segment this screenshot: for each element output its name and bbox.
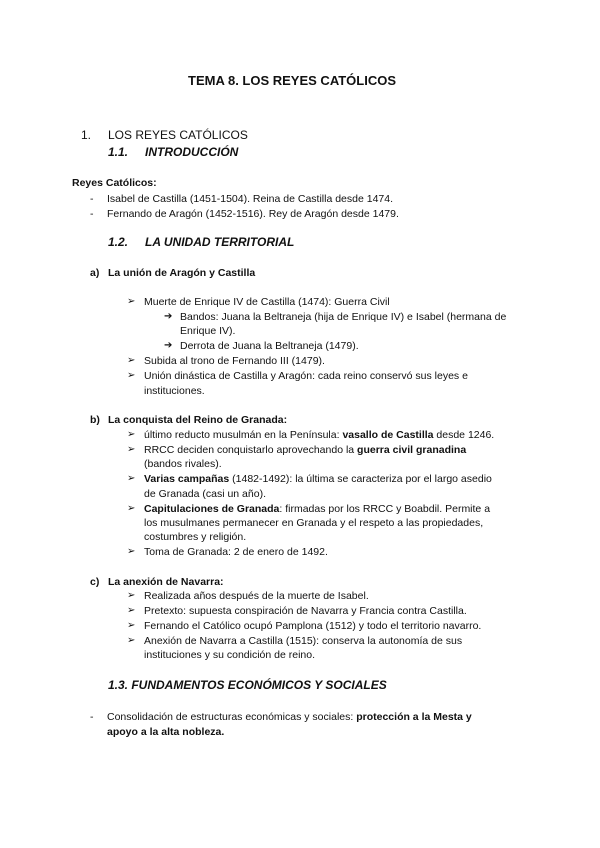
fundamentos-bold-1: protección a la Mesta y (356, 711, 472, 723)
arrowhead-bullet-icon: ➢ (127, 590, 136, 601)
arrowhead-bullet-icon: ➢ (127, 473, 136, 484)
fundamentos-line-2: apoyo a la alta nobleza. (107, 726, 225, 738)
dash-marker: - (90, 208, 94, 220)
a-bullet-3: Unión dinástica de Castilla y Aragón: cada reino conservó sus leyes e (144, 370, 468, 382)
b-bullet-2-bold: guerra civil granadina (357, 444, 467, 456)
arrowhead-bullet-icon: ➢ (127, 620, 136, 631)
b-bullet-1-post: desde 1246. (433, 429, 495, 441)
b-bullet-2 (144, 444, 466, 457)
arrow-bullet-icon: ➔ (164, 340, 173, 351)
dash-marker: - (90, 711, 94, 723)
c-bullet-4-cont: instituciones y su condición de reino. (144, 649, 316, 661)
section-1-2-title: LA UNIDAD TERRITORIAL (145, 235, 295, 249)
a-bullet-1: Muerte de Enrique IV de Castilla (1474): Guerra Civil (144, 296, 390, 308)
page-title: TEMA 8. LOS REYES CATÓLICOS (188, 73, 397, 88)
arrowhead-bullet-icon: ➢ (127, 296, 136, 307)
arrowhead-bullet-icon: ➢ (127, 546, 136, 557)
c-bullet-4: Anexión de Navarra a Castilla (1515): conserva la autonomía de sus (144, 635, 463, 647)
b-bullet-2-pre: RRCC deciden conquistarlo aprovechando la (144, 444, 358, 456)
reyes-item-isabel: Isabel de Castilla (1451-1504). Reina de Castilla desde 1474. (107, 193, 394, 205)
arrowhead-bullet-icon: ➢ (127, 635, 136, 646)
b-bullet-4-bold: Capitulaciones de Granada (144, 503, 280, 515)
section-1-number: 1. (81, 128, 92, 142)
subsection-b-label: b) (90, 414, 100, 426)
a-sub-bullet-1: Bandos: Juana la Beltraneja (hija de Enrique IV) e Isabel (hermana de (180, 311, 507, 323)
b-bullet-4-cont-1: los musulmanes permanecer en Granada y el respeto a las propiedades, (144, 517, 484, 529)
b-bullet-1-pre: último reducto musulmán en la Península: (144, 429, 343, 441)
arrowhead-bullet-icon: ➢ (127, 605, 136, 616)
b-bullet-1 (144, 429, 494, 442)
reyes-heading: Reyes Católicos: (72, 177, 157, 189)
subsection-a-heading: La unión de Aragón y Castilla (108, 267, 256, 279)
b-bullet-3-bold: Varias campañas (144, 473, 230, 485)
arrowhead-bullet-icon: ➢ (127, 355, 136, 366)
arrowhead-bullet-icon: ➢ (127, 444, 136, 455)
reyes-item-fernando: Fernando de Aragón (1452-1516). Rey de Aragón desde 1479. (107, 208, 399, 220)
dash-marker: - (90, 193, 94, 205)
c-bullet-3: Fernando el Católico ocupó Pamplona (1512) y todo el territorio navarro. (144, 620, 482, 632)
c-bullet-2: Pretexto: supuesta conspiración de Navarra y Francia contra Castilla. (144, 605, 467, 617)
subsection-a-label: a) (90, 267, 100, 279)
b-bullet-4-cont-2: costumbres y religión. (144, 531, 247, 543)
section-1-1-title: INTRODUCCIÓN (145, 145, 239, 159)
c-bullet-1: Realizada años después de la muerte de Isabel. (144, 590, 369, 602)
b-bullet-3-post: (1482-1492): la última se caracteriza por el largo asedio (229, 473, 492, 485)
a-sub-bullet-1-cont: Enrique IV). (180, 325, 236, 337)
arrowhead-bullet-icon: ➢ (127, 429, 136, 440)
subsection-c-heading: La anexión de Navarra: (108, 576, 224, 588)
arrowhead-bullet-icon: ➢ (127, 370, 136, 381)
b-bullet-3 (144, 473, 492, 486)
section-1-3-title: 1.3. FUNDAMENTOS ECONÓMICOS Y SOCIALES (108, 678, 387, 692)
fundamentos-line-1 (107, 711, 472, 724)
a-bullet-2: Subida al trono de Fernando III (1479). (144, 355, 325, 367)
section-1-1-number: 1.1. (108, 145, 129, 159)
b-bullet-4-post: : firmadas por los RRCC y Boabdil. Permite a (279, 503, 491, 515)
fundamentos-pre: Consolidación de estructuras económicas y sociales: (107, 711, 357, 723)
b-bullet-1-bold: vasallo de Castilla (342, 429, 434, 441)
arrow-bullet-icon: ➔ (164, 311, 173, 322)
b-bullet-3-cont: de Granada (casi un año). (144, 488, 266, 500)
b-bullet-4 (144, 503, 490, 516)
section-1-2-number: 1.2. (108, 235, 129, 249)
a-bullet-3-cont: instituciones. (144, 385, 205, 397)
arrowhead-bullet-icon: ➢ (127, 503, 136, 514)
a-sub-bullet-2: Derrota de Juana la Beltraneja (1479). (180, 340, 359, 352)
subsection-c-label: c) (90, 576, 100, 588)
b-bullet-5: Toma de Granada: 2 de enero de 1492. (144, 546, 328, 558)
b-bullet-2-cont: (bandos rivales). (144, 458, 222, 470)
section-1-title: LOS REYES CATÓLICOS (108, 128, 248, 142)
subsection-b-heading: La conquista del Reino de Granada: (108, 414, 288, 426)
